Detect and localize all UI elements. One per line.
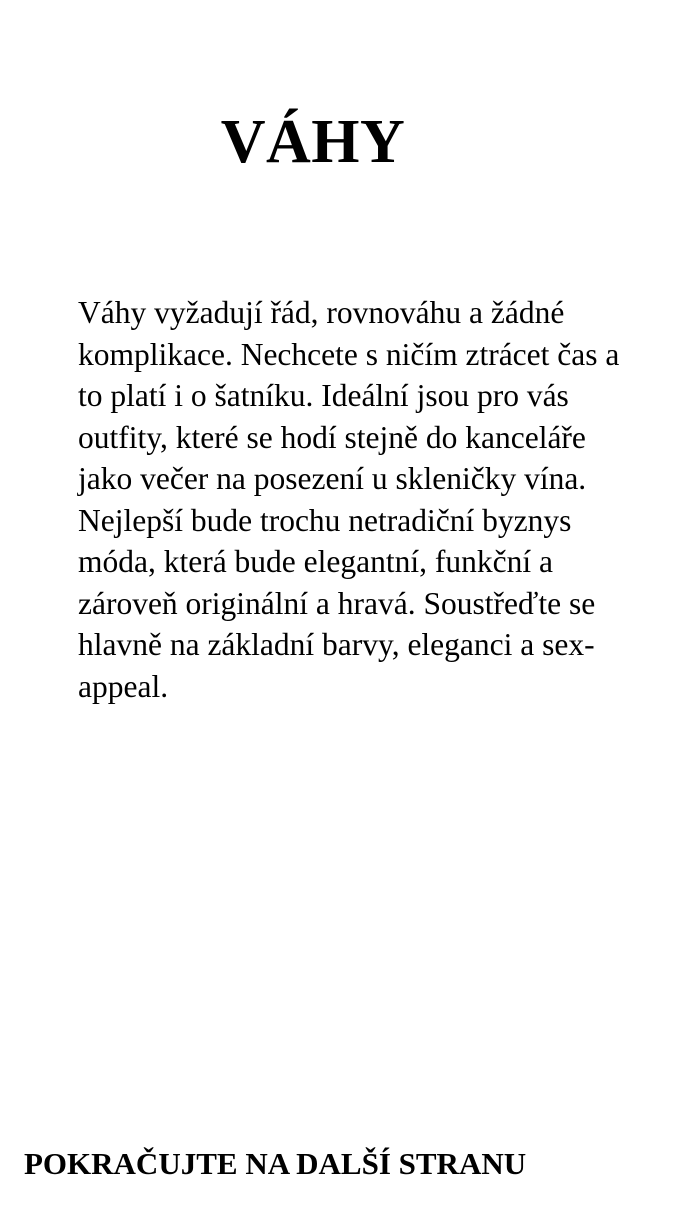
continue-next-page-label: POKRAČUJTE NA DALŠÍ STRANU	[24, 1146, 527, 1181]
page-title: VÁHY	[220, 108, 406, 176]
horoscope-paragraph: Váhy vyžadují řád, rovnováhu a žádné komplikace. Nechcete s ničím ztrácet čas a to platí i o šatníku. Ideální jsou pro vás outfity, které se hodí stejně do kanceláře jako večer na posezení u skleničky vína. Nejlepší bude trochu netradiční byznys móda, která bude elegantní, funkční a zároveň originální a hravá. Soustřeďte se hlavně na základní barvy, eleganci a sex-appeal.	[78, 295, 620, 704]
